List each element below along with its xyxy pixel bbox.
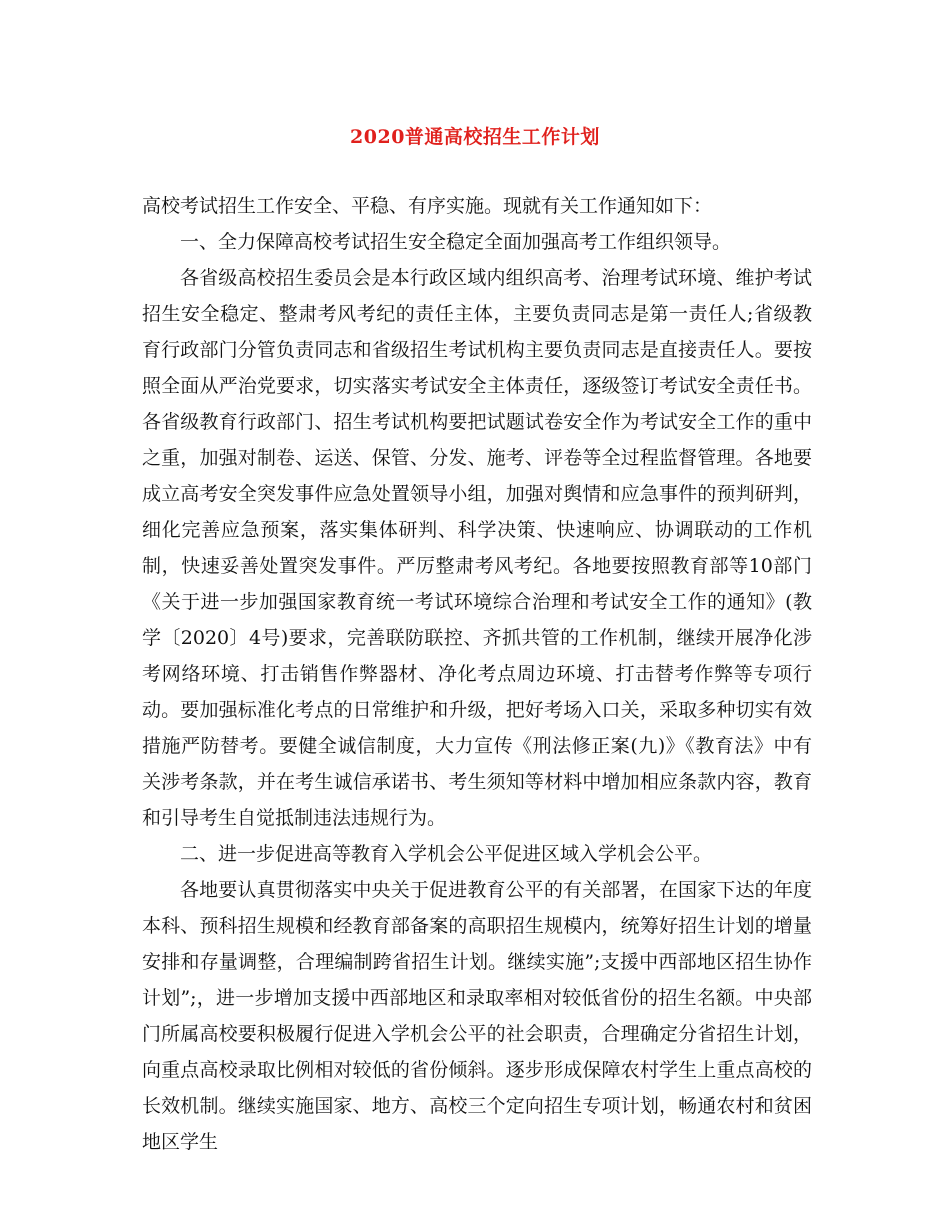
document-title: 2020普通高校招生工作计划 [350,126,600,148]
paragraph-body-1: 各省级高校招生委员会是本行政区域内组织高考、治理考试环境、维护考试招生安全稳定、整肃考风考纪的责任主体，主要负责同志是第一责任人;省级教育行政部门分管负责同志和省级招生考试机构主要负责同志是直接责任人。要按照全面从严治党要求，切实落实考试安全主体责任，逐级签订考试安全责任书。各省级教育行政部门、招生考试机构要把试题试卷安全作为考试安全工作的重中之重，加强对制卷、运送、保管、分发、施考、评卷等全过程监督管理。各地要成立高考安全突发事件应急处置领导小组，加强对舆情和应急事件的预判研判，细化完善应急预案，落实集体研判、科学决策、快速响应、协调联动的工作机制，快速妥善处置突发事件。严厉整肃考风考纪。各地要按照教育部等10部门《关于进一步加强国家教育统一考试环境综合治理和考试安全工作的通知》(教学〔2020〕4号)要求，完善联防联控、齐抓共管的工作机制，继续开展净化涉考网络环境、打击销售作弊器材、净化考点周边环境、打击替考作弊等专项行动。要加强标准化考点的日常维护和升级，把好考场入口关，采取多种切实有效措施严防替考。要健全诚信制度，大力宣传《刑法修正案(九)》《教育法》中有关涉考条款，并在考生诚信承诺书、考生须知等材料中增加相应条款内容，教育和引导考生自觉抵制违法违规行为。 [142,267,812,829]
paragraph-heading-1: 一、全力保障高校考试招生安全稳定全面加强高考工作组织领导。 [180,231,732,253]
document-body [142,188,812,1160]
paragraph-heading-2: 二、进一步促进高等教育入学机会公平促进区域入学机会公平。 [180,843,713,865]
paragraph-body-2: 各地要认真贯彻落实中央关于促进教育公平的有关部署，在国家下达的年度本科、预科招生规模和经教育部备案的高职招生规模内，统筹好招生计划的增量安排和存量调整，合理编制跨省招生计划。继续实施”;支援中西部地区招生协作计划”;，进一步增加支援中西部地区和录取率相对较低省份的招生名额。中央部门所属高校要积极履行促进入学机会公平的社会职责，合理确定分省招生计划，向重点高校录取比例相对较低的省份倾斜。逐步形成保障农村学生上重点高校的长效机制。继续实施国家、地方、高校三个定向招生专项计划，畅通农村和贫困地区学生 [142,879,812,1153]
paragraph-intro: 高校考试招生工作安全、平稳、有序实施。现就有关工作通知如下： [142,195,713,217]
